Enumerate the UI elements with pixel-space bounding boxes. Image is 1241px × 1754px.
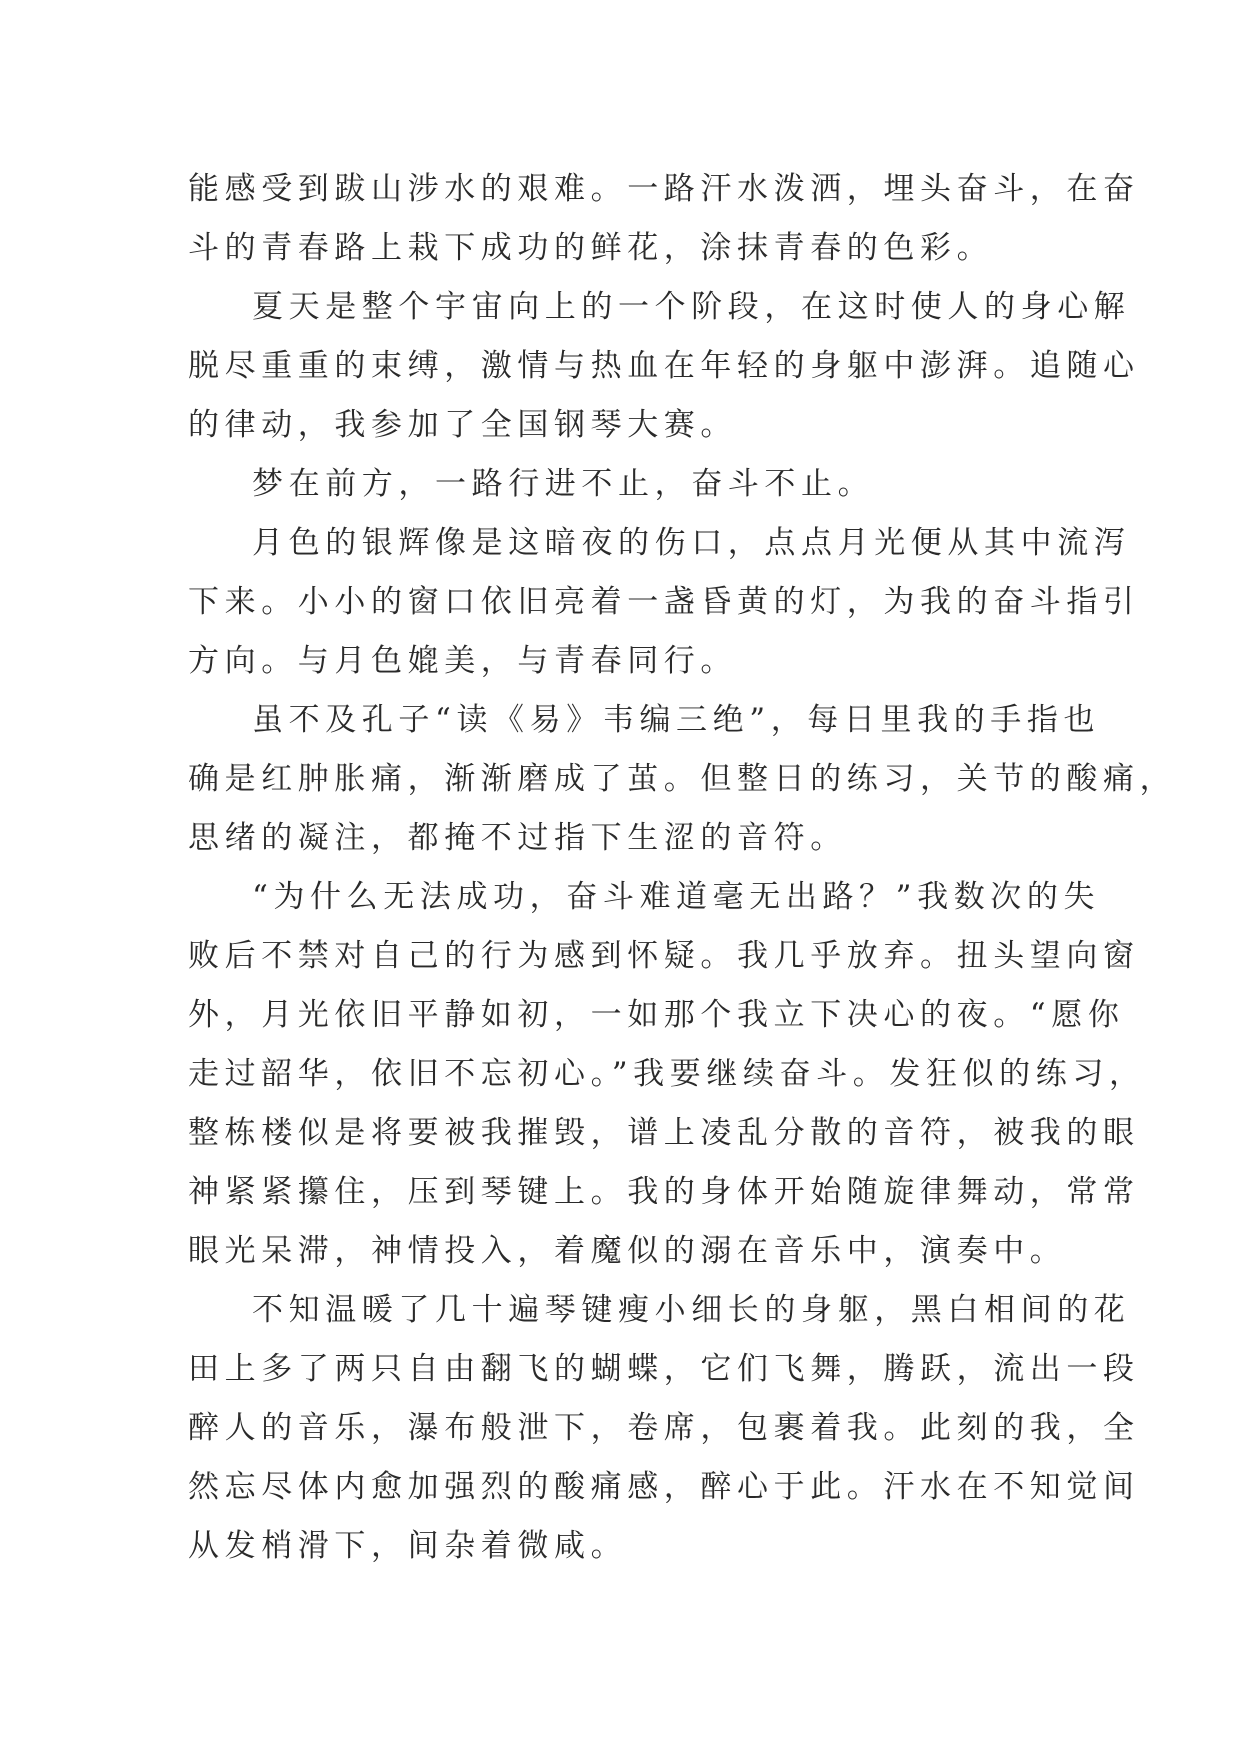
text-line: 月色的银辉像是这暗夜的伤口，点点月光便从其中流泻 <box>252 525 1131 561</box>
paragraph-7 <box>188 1281 1140 1576</box>
text-line: 神紧紧攥住，压到琴键上。我的身体开始随旋律舞动，常常 <box>188 1174 1140 1210</box>
text-line: 走过韶华，依旧不忘初心。”我要继续奋斗。发狂似的练习， <box>188 1056 1146 1092</box>
paragraph-6 <box>188 868 1146 1281</box>
paragraph-1 <box>188 160 1140 278</box>
text-line: 思绪的凝注，都掩不过指下生涩的音符。 <box>188 820 847 856</box>
text-line: 虽不及孔子“读《易》韦编三绝”，每日里我的手指也 <box>252 702 1101 738</box>
text-line: 的律动，我参加了全国钢琴大赛。 <box>188 407 737 443</box>
article-body <box>188 160 1177 1576</box>
text-line: “为什么无法成功，奋斗难道毫无出路？”我数次的失 <box>252 879 1101 915</box>
text-line: 败后不禁对自己的行为感到怀疑。我几乎放弃。扭头望向窗 <box>188 938 1140 974</box>
text-line: 然忘尽体内愈加强烈的酸痛感，醉心于此。汗水在不知觉间 <box>188 1469 1140 1505</box>
text-line: 外，月光依旧平静如初，一如那个我立下决心的夜。“愿你 <box>188 997 1125 1033</box>
text-line: 下来。小小的窗口依旧亮着一盏昏黄的灯，为我的奋斗指引 <box>188 584 1140 620</box>
text-line: 梦在前方，一路行进不止，奋斗不止。 <box>252 466 875 502</box>
paragraph-4 <box>188 514 1140 691</box>
text-line: 脱尽重重的束缚，激情与热血在年轻的身躯中澎湃。追随心 <box>188 348 1140 384</box>
text-line: 从发梢滑下，间杂着微咸。 <box>188 1528 628 1564</box>
text-line: 方向。与月色媲美，与青春同行。 <box>188 643 737 679</box>
text-line: 醉人的音乐，瀑布般泄下，卷席，包裹着我。此刻的我，全 <box>188 1410 1140 1446</box>
text-line: 田上多了两只自由翻飞的蝴蝶，它们飞舞，腾跃，流出一段 <box>188 1351 1140 1387</box>
paragraph-2 <box>188 278 1140 455</box>
text-line: 夏天是整个宇宙向上的一个阶段，在这时使人的身心解 <box>252 289 1131 325</box>
text-line: 眼光呆滞，神情投入，着魔似的溺在音乐中，演奏中。 <box>188 1233 1067 1269</box>
text-line: 整栋楼似是将要被我摧毁，谱上凌乱分散的音符，被我的眼 <box>188 1115 1140 1151</box>
paragraph-5 <box>188 691 1177 868</box>
text-line: 能感受到跋山涉水的艰难。一路汗水泼洒，埋头奋斗，在奋 <box>188 171 1140 207</box>
paragraph-3 <box>188 455 1068 514</box>
text-line: 不知温暖了几十遍琴键瘦小细长的身躯，黑白相间的花 <box>252 1292 1131 1328</box>
text-line: 斗的青春路上栽下成功的鲜花，涂抹青春的色彩。 <box>188 230 994 266</box>
text-line: 确是红肿胀痛，渐渐磨成了茧。但整日的练习，关节的酸痛， <box>188 761 1177 797</box>
